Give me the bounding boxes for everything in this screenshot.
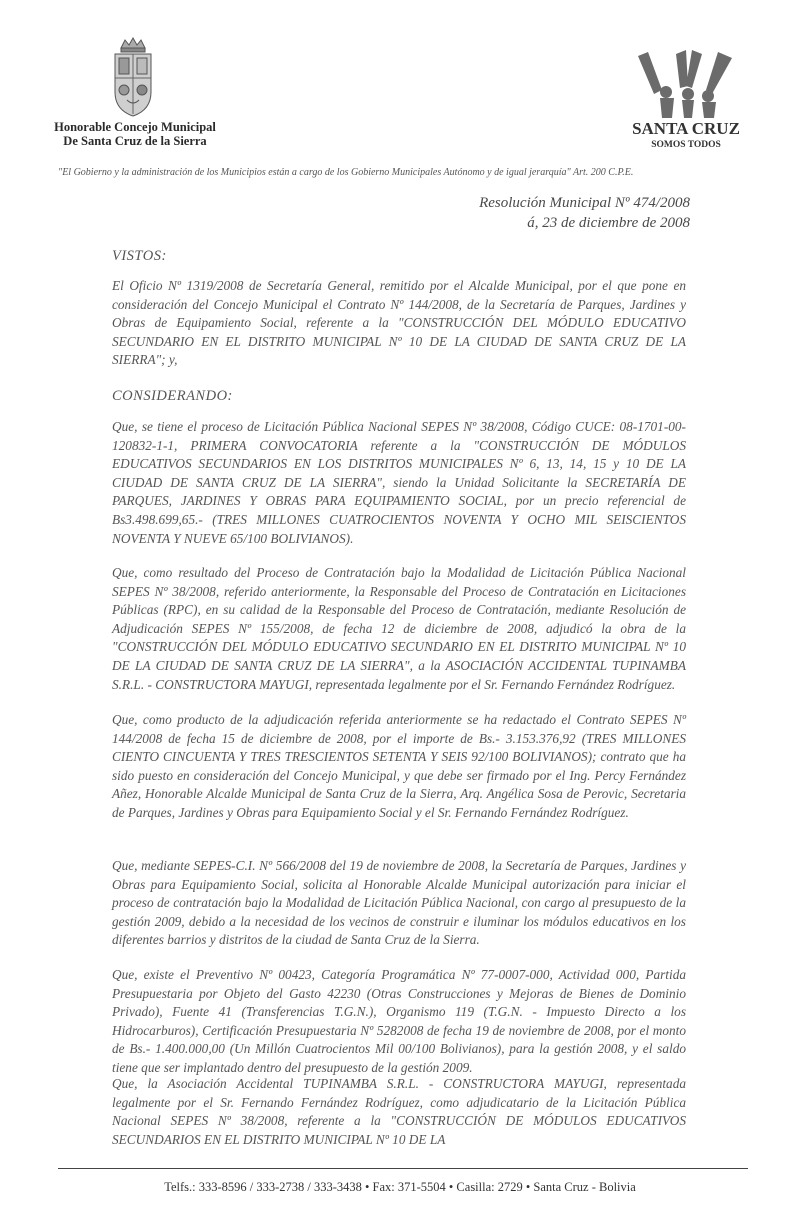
paragraph-considerando-4: Que, mediante SEPES-C.I. Nº 566/2008 del 19 de noviembre de 2008, la Secretaría de Parques, Jardines y Obras para Equipamiento Social, solicita al Honorable Alcalde Municipal autorización para iniciar el proceso de contratación bajo la Modalidad de Licitación Pública Nacional, con cargo al presupuesto de la gestión 2009, debido a la necesidad de los vecinos de construir e iluminar los módulos educativos en los diferentes barrios y distritos de la ciudad de Santa Cruz de la Sierra. bbox=[112, 858, 686, 948]
santa-cruz-logo bbox=[632, 46, 740, 150]
footer-contact: Telfs.: 333-8596 / 333-2738 / 333-3438 • Fax: 371-5504 • Casilla: 2729 • Santa Cruz - Bolivia bbox=[164, 1180, 636, 1194]
paragraph-considerando-1: Que, se tiene el proceso de Licitación Pública Nacional SEPES Nº 38/2008, Código CUCE: 08-1701-00-120832-1-1, PRIMERA CONVOCATORIA referente a la "CONSTRUCCIÓN DE MÓDULOS EDUCATIVOS SECUNDARIOS EN LOS DISTRITOS MUNICIPALES Nº 6, 13, 14, 15 y 10 DE LA CIUDAD DE SANTA CRUZ DE LA SIERRA", siendo la Unidad Solicitante la SECRETARÍA DE PARQUES, JARDINES Y OBRAS PARA EQUIPAMIENTO SOCIAL, por un precio referencial de Bs3.498.699,65.- (TRES MILLONES CUATROCIENTOS NOVENTA Y OCHO MIL SEISCIENTOS NOVENTA Y NUEVE 65/100 BOLIVIANOS). bbox=[112, 419, 686, 546]
heading-vistos: VISTOS: bbox=[112, 248, 167, 264]
council-name bbox=[40, 120, 230, 148]
footer-divider bbox=[58, 1168, 748, 1169]
heading-considerando: CONSIDERANDO: bbox=[112, 388, 233, 404]
logo-slogan: SOMOS TODOS bbox=[651, 140, 721, 150]
resolution-date: á, 23 de diciembre de 2008 bbox=[527, 215, 690, 231]
council-name-line1: Honorable Concejo Municipal bbox=[54, 120, 216, 134]
paragraph-considerando-6: Que, la Asociación Accidental TUPINAMBA S.R.L. - CONSTRUCTORA MAYUGI, representada legalmente por el Sr. Fernando Fernández Rodríguez, como adjudicatario de la Licitación Pública Nacional SEPES Nº 38/2008, referente a la "CONSTRUCCIÓN DE MÓDULOS EDUCATIVOS SECUNDARIOS EN EL DISTRITO MUNICIPAL Nº 10 DE LA bbox=[112, 1076, 686, 1147]
constitution-quote: "El Gobierno y la administración de los Municipios están a cargo de los Gobierno Municipales Autónomo y de igual jerarquía" Art. 200 C.P.E. bbox=[58, 167, 634, 178]
logo-name: SANTA CRUZ bbox=[632, 119, 740, 138]
paragraph-considerando-5: Que, existe el Preventivo Nº 00423, Categoría Programática Nº 77-0007-000, Actividad 000, Partida Presupuestaria por Objeto del Gasto 42230 (Otras Construcciones y Mejoras de Bienes de Dominio Privado), Fuente 41 (Transferencias T.G.N.), Organismo 119 (T.G.N. - Impuesto Directo a los Hidrocarburos), Certificación Presupuestaria Nº 5282008 de fecha 19 de noviembre de 2008, por el monto de Bs.- 1.400.000,00 (Un Millón Cuatrocientos Mil 00/100 Bolivianos), para la gestión 2008, y el saldo tiene que ser implantado dentro del presupuesto de la gestión 2009. bbox=[112, 967, 686, 1075]
logo-figures-icon bbox=[638, 50, 732, 118]
paragraph-vistos: El Oficio Nº 1319/2008 de Secretaría General, remitido por el Alcalde Municipal, por el que pone en consideración del Concejo Municipal el Contrato Nº 144/2008, de la Secretaría de Parques, Jardines y Obras de Equipamiento Social, referente a la "CONSTRUCCIÓN DEL MÓDULO EDUCATIVO SECUNDARIO EN EL DISTRITO MUNICIPAL Nº 10 DE LA CIUDAD DE SANTA CRUZ DE LA SIERRA"; y, bbox=[112, 278, 686, 368]
council-name-line2: De Santa Cruz de la Sierra bbox=[63, 134, 207, 148]
coat-of-arms-icon bbox=[107, 34, 159, 120]
resolution-number: Resolución Municipal Nº 474/2008 bbox=[479, 195, 690, 211]
paragraph-considerando-3: Que, como producto de la adjudicación referida anteriormente se ha redactado el Contrato SEPES Nº 144/2008 de fecha 15 de diciembre de 2008, por el importe de Bs.- 3.153.376,92 (TRES MILLONES CIENTO CINCUENTA Y TRES TRESCIENTOS SETENTA Y SEIS 92/100 BOLIVIANOS); contrato que ha sido puesto en consideración del Concejo Municipal, y que debe ser firmado por el Ing. Percy Fernández Añez, Honorable Alcalde Municipal de Santa Cruz de la Sierra, Arq. Angélica Sosa de Perovic, Secretaria de Parques, Jardines y Obras para Equipamiento Social y el Sr. Fernando Fernández Rodríguez. bbox=[112, 712, 686, 820]
paragraph-considerando-2: Que, como resultado del Proceso de Contratación bajo la Modalidad de Licitación Pública Nacional SEPES Nº 38/2008, referido anteriormente, la Responsable del Proceso de Contratación en Licitaciones Públicas (RPC), en su calidad de la Responsable del Proceso de Contratación, mediante Resolución de Adjudicación SEPES Nº 155/2008, de fecha 12 de diciembre de 2008, adjudicó la obra de la "CONSTRUCCIÓN DEL MÓDULO EDUCATIVO SECUNDARIO EN EL DISTRITO MUNICIPAL Nº 10 DE LA CIUDAD DE SANTA CRUZ DE LA SIERRA", a la ASOCIACIÓN ACCIDENTAL TUPINAMBA S.R.L. - CONSTRUCTORA MAYUGI, representada legalmente por el Sr. Fernando Fernández Rodríguez. bbox=[112, 565, 686, 692]
